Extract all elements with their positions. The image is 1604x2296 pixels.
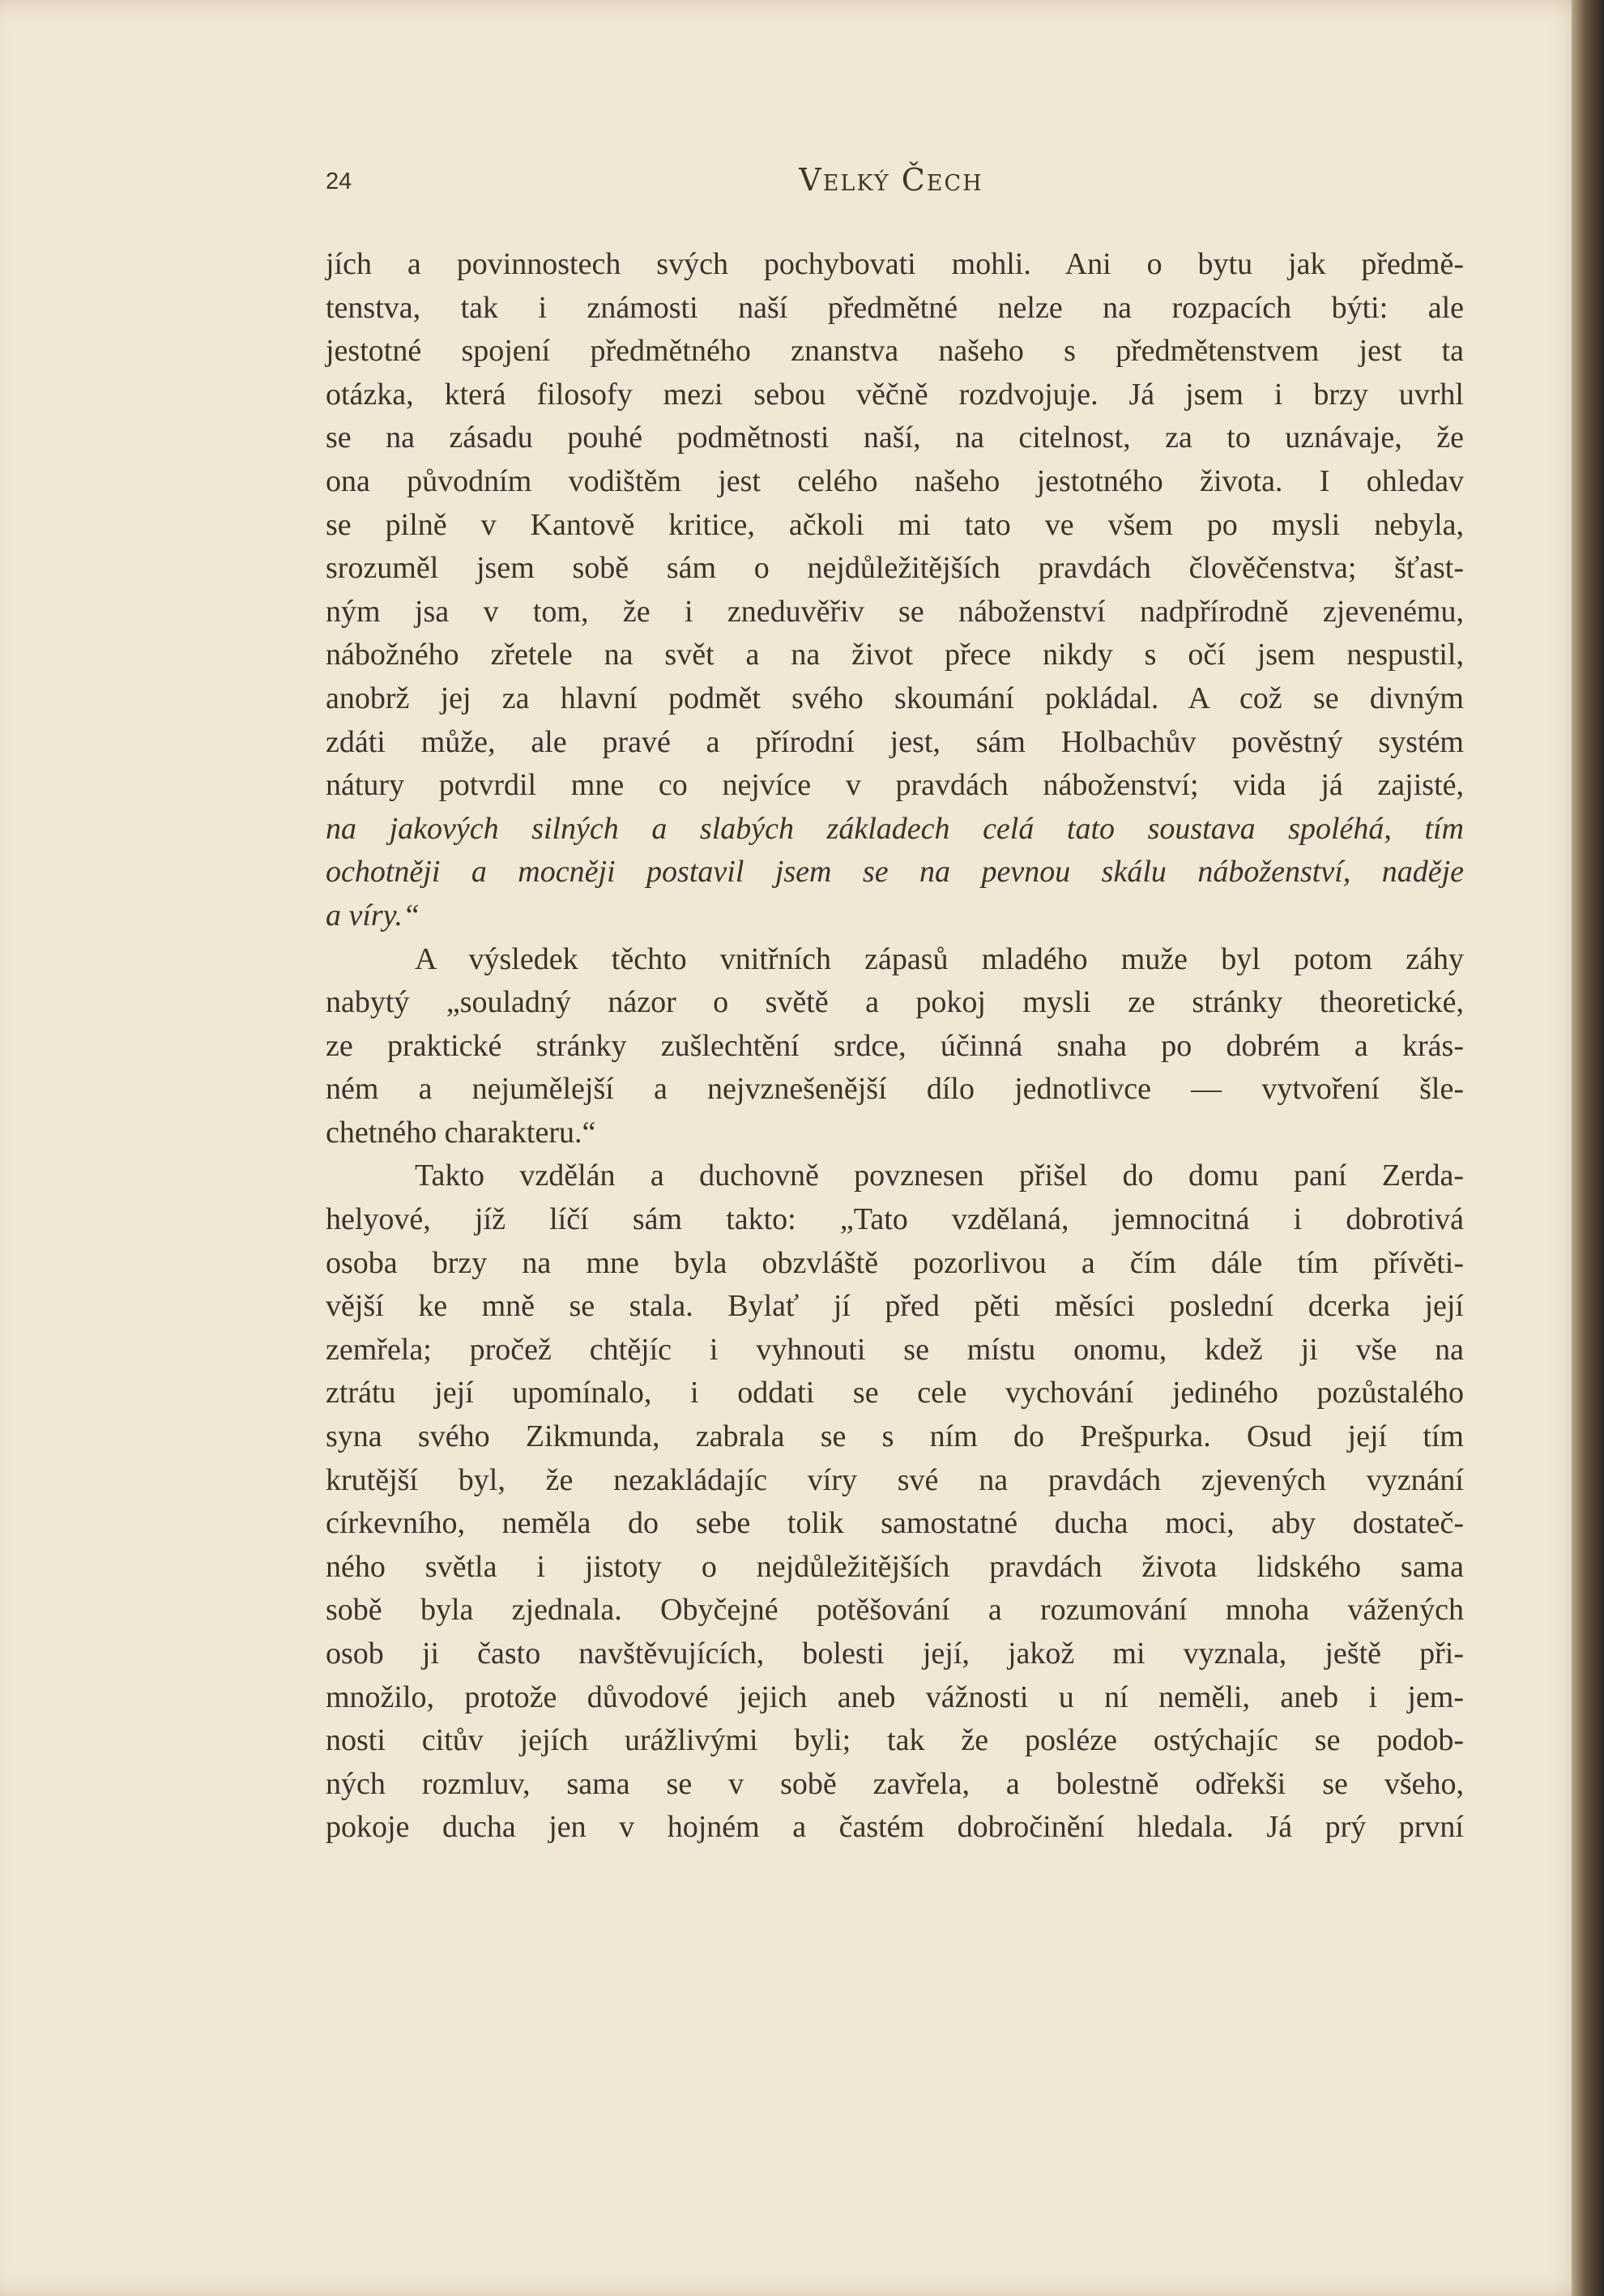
text-line: osob ji často navštěvujících, bolesti její, jakož mi vyznala, ještě při- — [326, 1637, 1464, 1671]
text-line: krutější byl, že nezakládajíc víry své na pravdách zjevených vyznání — [326, 1462, 1464, 1497]
body-text — [326, 243, 1464, 1850]
text-line: nábožného zřetele na svět a na život přece nikdy s očí jsem nespustil, — [326, 638, 1464, 672]
text-line: syna svého Zikmunda, zabrala se s ním do Prešpurka. Osud její tím — [326, 1419, 1464, 1454]
text-line: chetného charakteru.“ — [326, 1115, 596, 1150]
page-header — [0, 162, 1588, 211]
text-line: jích a povinnostech svých pochybovati mohli. Ani o bytu jak předmě- — [326, 247, 1464, 281]
text-line: srozuměl jsem sobě sám o nejdůležitějších pravdách člověčenstva; šťast- — [326, 551, 1464, 586]
text-line-italic: a víry.“ — [326, 898, 420, 932]
text-line: se na zásadu pouhé podmětnosti naší, na citelnost, za to uznávaje, že — [326, 420, 1464, 455]
text-line: nátury potvrdil mne co nejvíce v pravdách náboženství; vida já zajisté, — [326, 768, 1464, 803]
text-line: tenstva, tak i známosti naší předmětné nelze na rozpacích býti: ale — [326, 290, 1464, 325]
text-line: množilo, protože důvodové jejich aneb vážnosti u ní neměli, aneb i jem- — [326, 1679, 1464, 1714]
text-line: nabytý „souladný názor o světě a pokoj mysli ze stránky theoretické, — [326, 985, 1464, 1020]
text-line: nosti citův jejích urážlivými byli; tak že posléze ostýchajíc se podob- — [326, 1723, 1464, 1758]
text-line: církevního, neměla do sebe tolik samostatné ducha moci, aby dostateč- — [326, 1506, 1464, 1541]
text-line: ztrátu její upomínalo, i oddati se cele vychování jediného pozůstalého — [326, 1376, 1464, 1410]
text-line: helyové, jíž líčí sám takto: „Tato vzdělaná, jemnocitná i dobrotivá — [326, 1202, 1464, 1237]
text-line: otázka, která filosofy mezi sebou věčně rozdvojuje. Já jsem i brzy uvrhl — [326, 377, 1464, 412]
book-spine-edge — [1572, 0, 1604, 2296]
text-line: ným jsa v tom, že i zneduvěřiv se náboženství nadpřírodně zjevenému, — [326, 594, 1464, 629]
text-line: sobě byla zjednala. Obyčejné potěšování a rozumování mnoha vážených — [326, 1593, 1464, 1628]
text-line: Takto vzdělán a duchovně povznesen přišel do domu paní Zerda- — [415, 1159, 1464, 1193]
text-line: ze praktické stránky zušlechtění srdce, účinná snaha po dobrém a krás- — [326, 1028, 1464, 1063]
text-line-italic: ochotněji a mocněji postavil jsem se na pevnou skálu náboženství, naděje — [326, 855, 1464, 890]
text-line: zemřela; pročež chtějíc i vyhnouti se místu onomu, kdež ji vše na — [326, 1332, 1464, 1367]
text-line: osoba brzy na mne byla obzvláště pozorlivou a čím dále tím přívěti- — [326, 1245, 1464, 1280]
text-line-italic: na jakových silných a slabých základech celá tato soustava spoléhá, tím — [326, 811, 1464, 846]
text-line: se pilně v Kantově kritice, ačkoli mi tato ve všem po mysli nebyla, — [326, 507, 1464, 542]
text-line: vější ke mně se stala. Bylať jí před pěti měsíci poslední dcerka její — [326, 1289, 1464, 1324]
text-line: ných rozmluv, sama se v sobě zavřela, a bolestně odřekši se všeho, — [326, 1766, 1464, 1801]
text-line: A výsledek těchto vnitřních zápasů mladého muže byl potom záhy — [415, 941, 1464, 976]
text-line: ném a nejumělejší a nejvznešenější dílo jednotlivce — vytvoření šle- — [326, 1072, 1464, 1107]
text-line: ona původním vodištěm jest celého našeho jestotného života. I ohledav — [326, 463, 1464, 498]
page-number: 24 — [326, 169, 352, 194]
running-title: Velký Čech — [799, 162, 983, 198]
text-line: pokoje ducha jen v hojném a častém dobročinění hledala. Já prý první — [326, 1810, 1464, 1845]
text-line: jestotné spojení předmětného znanstva našeho s předmětenstvem jest ta — [326, 334, 1464, 369]
text-line: zdáti může, ale pravé a přírodní jest, sám Holbachův pověstný systém — [326, 724, 1464, 759]
text-line: ného světla i jistoty o nejdůležitějších pravdách života lidského sama — [326, 1549, 1464, 1584]
text-line: anobrž jej za hlavní podmět svého skoumání pokládal. A což se divným — [326, 681, 1464, 715]
